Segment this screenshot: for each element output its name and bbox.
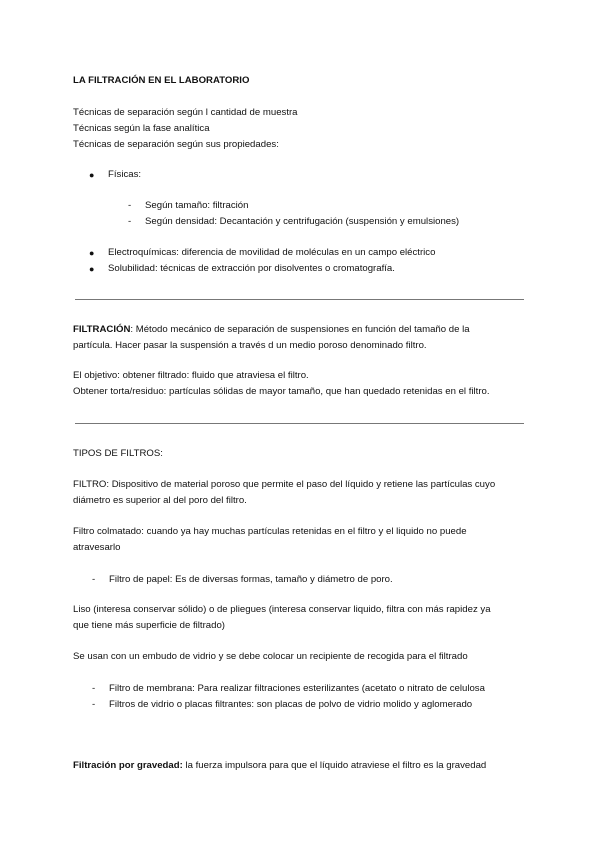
dash-icon: - bbox=[92, 683, 96, 694]
liso-line: Liso (interesa conservar sólido) o de pliegues (interesa conservar liquido, filtra con más rapidez ya bbox=[73, 604, 491, 615]
filtracion-text: : Método mecánico de separación de suspensiones en función del tamaño de la bbox=[130, 324, 470, 335]
dash-icon: - bbox=[92, 699, 96, 710]
bullet-icon: ● bbox=[89, 264, 95, 274]
filtracion-label: FILTRACIÓN bbox=[73, 324, 131, 335]
horizontal-rule bbox=[75, 423, 524, 424]
colmatado-line: Filtro colmatado: cuando ya hay muchas partículas retenidas en el filtro y el liquido no puede bbox=[73, 526, 467, 537]
torta-line: Obtener torta/residuo: partículas sólidas de mayor tamaño, que han quedado retenidas en el filtro. bbox=[73, 386, 490, 397]
technique-line: Técnicas de separación según sus propiedades: bbox=[73, 139, 279, 150]
gravedad-text: la fuerza impulsora para que el líquido atraviese el filtro es la gravedad bbox=[182, 760, 487, 771]
dash-icon: - bbox=[128, 200, 132, 211]
list-item-electroquimicas: Electroquímicas: diferencia de movilidad de moléculas en un campo eléctrico bbox=[108, 247, 436, 258]
gravedad-line bbox=[73, 759, 486, 772]
dash-icon: - bbox=[92, 574, 96, 585]
embudo-line: Se usan con un embudo de vidrio y se debe colocar un recipiente de recogida para el filtrado bbox=[73, 651, 468, 662]
filtracion-definition-cont: partícula. Hacer pasar la suspensión a través d un medio poroso denominado filtro. bbox=[73, 340, 427, 351]
list-item-fisicas: Físicas: bbox=[108, 169, 142, 180]
technique-line: Técnicas de separación según l cantidad de muestra bbox=[73, 107, 298, 118]
filtro-definition-cont: diámetro es superior al del poro del filtro. bbox=[73, 495, 247, 506]
liso-line-cont: que tiene más superficie de filtrado) bbox=[73, 620, 225, 631]
bullet-icon: ● bbox=[89, 248, 95, 258]
list-item-vidrio: Filtros de vidrio o placas filtrantes: son placas de polvo de vidrio molido y aglomerado bbox=[109, 699, 473, 710]
dash-icon: - bbox=[128, 216, 132, 227]
filtro-definition: FILTRO: Dispositivo de material poroso que permite el paso del líquido y retiene las partículas cuyo bbox=[73, 479, 496, 490]
sub-list-item: Según densidad: Decantación y centrifugación (suspensión y emulsiones) bbox=[145, 216, 460, 227]
bullet-icon: ● bbox=[89, 170, 95, 180]
document-title: LA FILTRACIÓN EN EL LABORATORIO bbox=[73, 75, 250, 86]
objetivo-line: El objetivo: obtener filtrado: fluido que atraviesa el filtro. bbox=[73, 370, 309, 381]
technique-line: Técnicas según la fase analítica bbox=[73, 123, 210, 134]
gravedad-label: Filtración por gravedad: bbox=[73, 760, 183, 771]
section-heading-tipos: TIPOS DE FILTROS: bbox=[73, 448, 163, 459]
sub-list-item: Según tamaño: filtración bbox=[145, 200, 249, 211]
list-item-membrana: Filtro de membrana: Para realizar filtraciones esterilizantes (acetato o nitrato de celulosa bbox=[109, 683, 485, 694]
horizontal-rule bbox=[75, 299, 524, 300]
colmatado-line-cont: atravesarlo bbox=[73, 542, 121, 553]
list-item-papel: Filtro de papel: Es de diversas formas, tamaño y diámetro de poro. bbox=[109, 574, 393, 585]
list-item-solubilidad: Solubilidad: técnicas de extracción por disolventes o cromatografía. bbox=[108, 263, 395, 274]
filtracion-definition bbox=[73, 323, 470, 336]
